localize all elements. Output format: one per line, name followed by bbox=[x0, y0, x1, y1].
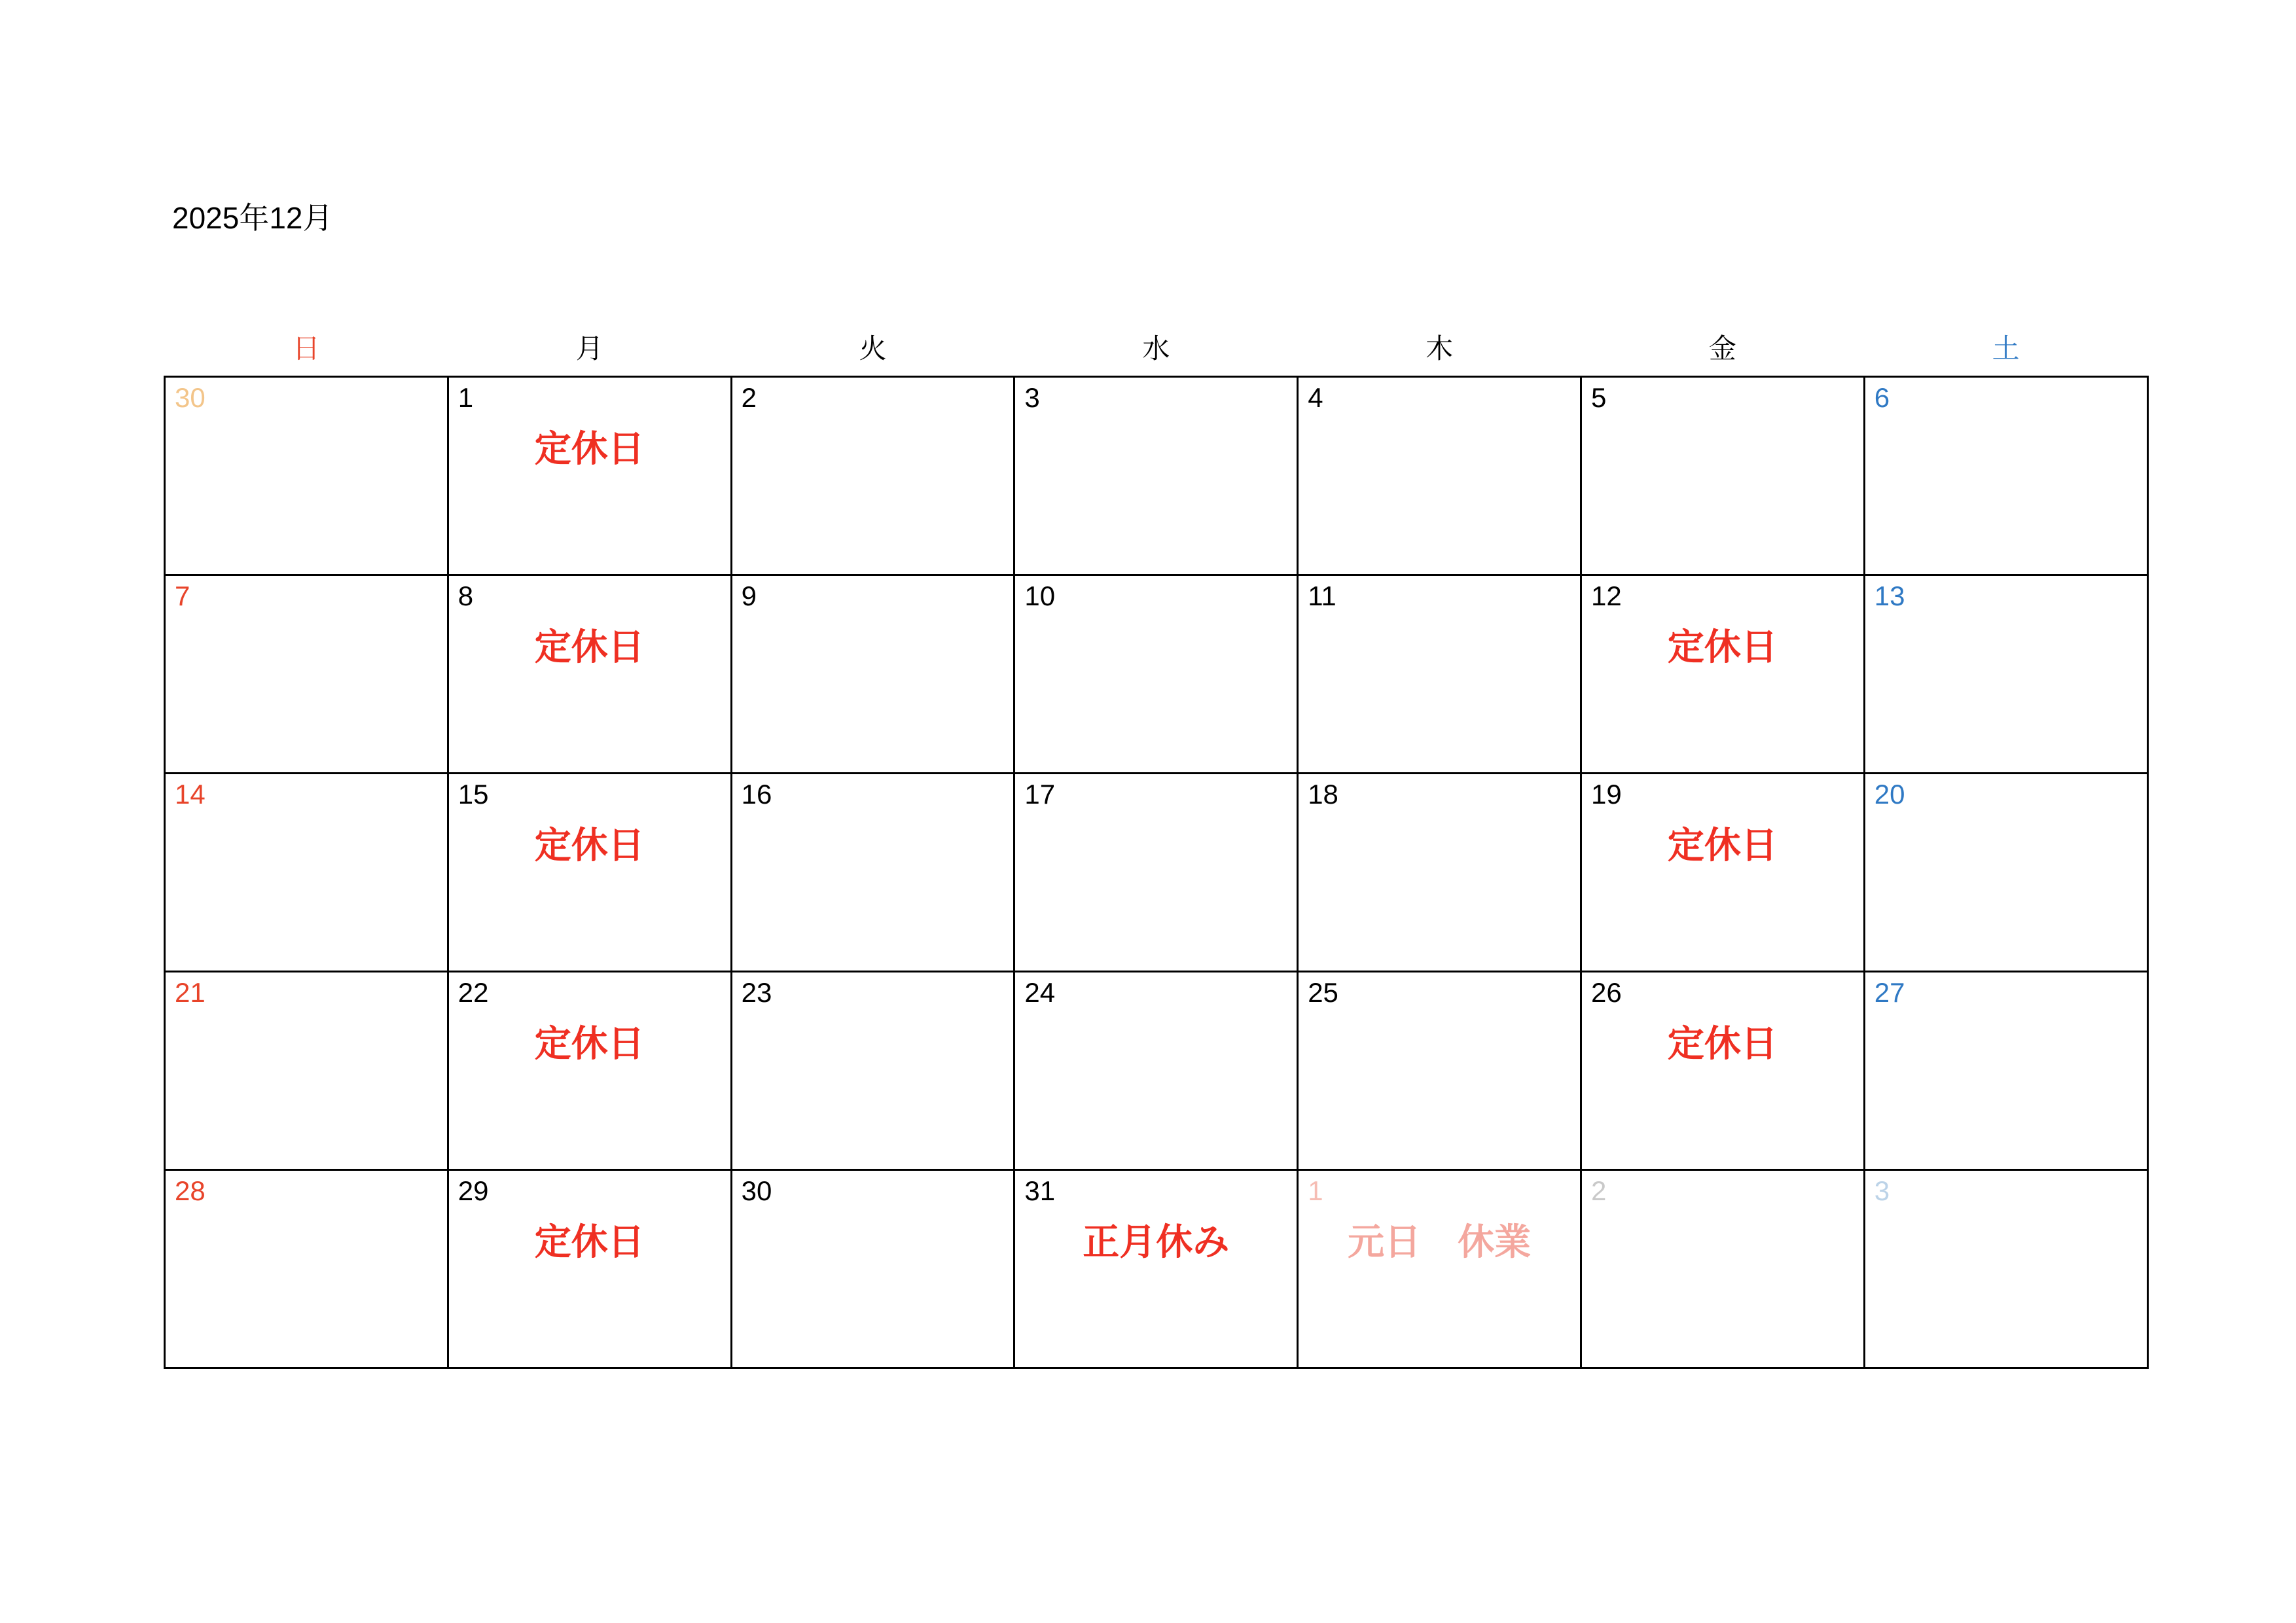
calendar-day-cell[interactable] bbox=[1014, 972, 1298, 1170]
day-number: 17 bbox=[1024, 779, 1056, 810]
weekday-header-tue: 火 bbox=[859, 333, 887, 364]
day-number: 23 bbox=[741, 977, 772, 1008]
day-event-label: 定休日 bbox=[534, 1221, 645, 1262]
day-number: 3 bbox=[1874, 1175, 1890, 1206]
day-number: 5 bbox=[1590, 382, 1607, 413]
calendar-day-cell[interactable] bbox=[448, 575, 731, 774]
day-number: 28 bbox=[175, 1175, 206, 1206]
calendar-week-row bbox=[165, 1170, 2148, 1368]
day-number: 9 bbox=[741, 580, 757, 611]
calendar-day-cell[interactable] bbox=[1581, 1170, 1864, 1368]
day-event-label: 定休日 bbox=[534, 825, 645, 866]
day-number: 26 bbox=[1590, 977, 1622, 1008]
calendar-day-cell[interactable] bbox=[1581, 377, 1864, 575]
day-number: 13 bbox=[1874, 580, 1905, 611]
day-number: 30 bbox=[175, 382, 206, 413]
calendar-day-cell[interactable] bbox=[165, 1170, 448, 1368]
calendar-week-row bbox=[165, 377, 2148, 575]
day-number: 3 bbox=[1024, 382, 1040, 413]
day-number: 18 bbox=[1308, 779, 1338, 810]
day-number: 14 bbox=[175, 779, 206, 810]
weekday-header-wed: 水 bbox=[1142, 333, 1170, 364]
calendar-day-cell[interactable] bbox=[1864, 575, 2147, 774]
day-number: 2 bbox=[741, 382, 757, 413]
weekday-header-thu: 木 bbox=[1426, 333, 1454, 364]
calendar-table bbox=[164, 327, 2149, 1369]
calendar-day-cell[interactable] bbox=[1581, 774, 1864, 972]
calendar-day-cell[interactable] bbox=[731, 972, 1014, 1170]
calendar-week-row bbox=[165, 972, 2148, 1170]
weekday-header-mon: 月 bbox=[575, 333, 603, 364]
calendar-day-cell[interactable] bbox=[731, 377, 1014, 575]
calendar-day-cell[interactable] bbox=[1864, 774, 2147, 972]
day-number: 21 bbox=[175, 977, 206, 1008]
day-number: 22 bbox=[457, 977, 489, 1008]
day-number: 25 bbox=[1308, 977, 1338, 1008]
calendar-day-cell[interactable] bbox=[1014, 774, 1298, 972]
day-number: 8 bbox=[457, 580, 474, 611]
calendar-header-row bbox=[165, 327, 2148, 377]
day-number: 10 bbox=[1024, 580, 1056, 611]
calendar-day-cell[interactable] bbox=[1298, 1170, 1581, 1368]
calendar-day-cell[interactable] bbox=[1298, 575, 1581, 774]
calendar-day-cell[interactable] bbox=[1864, 377, 2147, 575]
calendar-day-cell[interactable] bbox=[1864, 1170, 2147, 1368]
day-number: 1 bbox=[457, 382, 474, 413]
calendar-day-cell[interactable] bbox=[448, 972, 731, 1170]
day-number: 2 bbox=[1590, 1175, 1607, 1206]
day-number: 29 bbox=[457, 1175, 489, 1206]
day-number: 12 bbox=[1590, 580, 1622, 611]
weekday-header-sun: 日 bbox=[292, 333, 320, 364]
page-title: 2025年12月 bbox=[172, 201, 333, 235]
calendar-day-cell[interactable] bbox=[165, 377, 448, 575]
calendar-day-cell[interactable] bbox=[165, 575, 448, 774]
calendar-day-cell[interactable] bbox=[1581, 972, 1864, 1170]
calendar bbox=[164, 327, 2147, 1369]
calendar-day-cell[interactable] bbox=[165, 972, 448, 1170]
calendar-day-cell[interactable] bbox=[731, 1170, 1014, 1368]
day-number: 7 bbox=[175, 580, 190, 611]
calendar-day-cell[interactable] bbox=[1864, 972, 2147, 1170]
weekday-header-fri: 金 bbox=[1708, 333, 1736, 364]
day-event-label: 定休日 bbox=[534, 1023, 645, 1064]
day-number: 30 bbox=[741, 1175, 772, 1206]
calendar-day-cell[interactable] bbox=[731, 774, 1014, 972]
calendar-body bbox=[165, 377, 2148, 1368]
day-event-label: 定休日 bbox=[1667, 626, 1778, 668]
calendar-day-cell[interactable] bbox=[1298, 377, 1581, 575]
day-event-label: 元日 休業 bbox=[1348, 1221, 1532, 1262]
calendar-week-row bbox=[165, 774, 2148, 972]
day-number: 16 bbox=[741, 779, 772, 810]
calendar-day-cell[interactable] bbox=[448, 1170, 731, 1368]
day-number: 27 bbox=[1874, 977, 1905, 1008]
day-number: 4 bbox=[1308, 382, 1323, 413]
day-event-label: 正月休み bbox=[1083, 1221, 1230, 1262]
calendar-week-row bbox=[165, 575, 2148, 774]
calendar-day-cell[interactable] bbox=[1014, 377, 1298, 575]
calendar-day-cell[interactable] bbox=[165, 774, 448, 972]
day-number: 6 bbox=[1874, 382, 1890, 413]
day-event-label: 定休日 bbox=[534, 626, 645, 668]
day-number: 31 bbox=[1024, 1175, 1056, 1206]
calendar-day-cell[interactable] bbox=[731, 575, 1014, 774]
calendar-day-cell[interactable] bbox=[1014, 575, 1298, 774]
day-event-label: 定休日 bbox=[534, 428, 645, 469]
day-number: 11 bbox=[1308, 580, 1336, 611]
calendar-day-cell[interactable] bbox=[1014, 1170, 1298, 1368]
calendar-day-cell[interactable] bbox=[448, 377, 731, 575]
day-number: 1 bbox=[1308, 1175, 1323, 1206]
day-number: 24 bbox=[1024, 977, 1056, 1008]
calendar-day-cell[interactable] bbox=[1581, 575, 1864, 774]
day-event-label: 定休日 bbox=[1667, 1023, 1778, 1064]
calendar-day-cell[interactable] bbox=[1298, 774, 1581, 972]
day-number: 20 bbox=[1874, 779, 1905, 810]
day-number: 15 bbox=[457, 779, 489, 810]
weekday-header-sat: 土 bbox=[1992, 333, 2020, 364]
day-event-label: 定休日 bbox=[1667, 825, 1778, 866]
calendar-day-cell[interactable] bbox=[448, 774, 731, 972]
day-number: 19 bbox=[1590, 779, 1622, 810]
calendar-day-cell[interactable] bbox=[1298, 972, 1581, 1170]
